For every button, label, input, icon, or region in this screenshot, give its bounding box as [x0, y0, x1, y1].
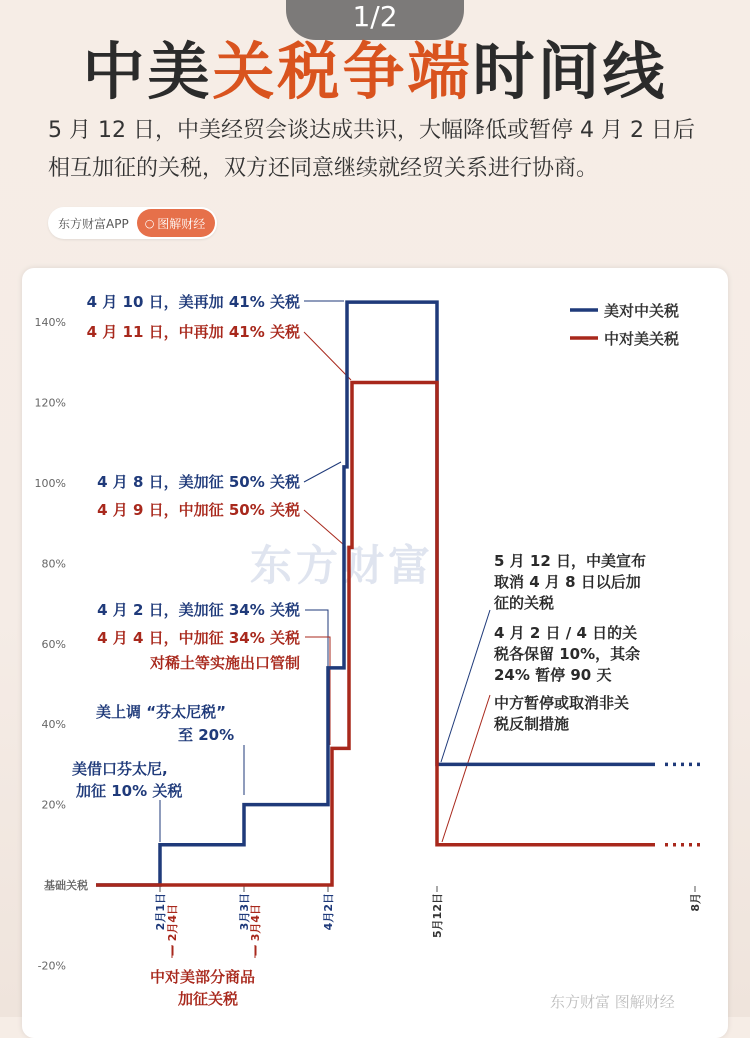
y-tick-label: 40% [41, 718, 66, 732]
badge-tag-label: 图解财经 [157, 216, 206, 231]
annotation-may12-line2: 取消 4 月 8 日以后加 [494, 573, 641, 591]
y-tick-label: 140% [34, 316, 66, 330]
x-tick-label: — 3月4日 [249, 904, 262, 957]
annotation-may12-line5: 税各保留 10%，其余 [494, 645, 641, 663]
annotation-apr4-cn: 4 月 4 日，中加征 34% 关税 [97, 629, 300, 647]
x-tick-label: 2月1日 [154, 893, 167, 931]
annotation-feb-us-line2: 加征 10% 关税 [76, 782, 183, 800]
annotation-apr8-us: 4 月 8 日，美加征 50% 关税 [97, 473, 300, 491]
y-tick-label: 60% [41, 637, 66, 651]
leader-line [304, 510, 344, 545]
annotation-apr4-cn-line2: 对稀土等实施出口管制 [149, 654, 300, 672]
page-indicator: 1/2 [286, 0, 464, 40]
x-tick-label: — 2月4日 [166, 904, 179, 957]
annotation-may12-line7: 中方暂停或取消非关 [494, 694, 630, 712]
annotation-may12-line4: 4 月 2 日 / 4 日的关 [494, 624, 638, 642]
y-tick-label: 20% [41, 798, 66, 812]
annotation-may12-line3: 征的关税 [494, 594, 555, 612]
annotation-may12: 5 月 12 日，中美宣布 [494, 552, 646, 570]
x-tick-label: 5月12日 [431, 893, 444, 938]
leader-line [441, 610, 490, 762]
search-icon: ○ [144, 216, 155, 230]
title-part-2: 关税争端 [212, 35, 473, 108]
annotation-mar-us-line2: 至 20% [178, 726, 235, 744]
annotation-apr11-cn: 4 月 11 日，中再加 41% 关税 [86, 323, 300, 341]
leader-line [304, 332, 351, 380]
y-tick-label: 基础关税 [44, 879, 88, 892]
x-tick-label: 3月3日 [238, 893, 251, 931]
annotation-mar-us: 美上调 “芬太尼税” [96, 703, 226, 721]
legend [570, 302, 679, 348]
badge-app-name: 东方财富APP [58, 216, 129, 231]
legend-label-us: 美对中关税 [604, 302, 680, 320]
annotation-cn-partial: 中对美部分商品 [150, 968, 256, 986]
annotation-may12-line6: 24% 暂停 90 天 [494, 666, 612, 684]
leader-line [305, 610, 328, 668]
leader-line [304, 462, 341, 482]
watermark-text: 东方财富 [250, 541, 435, 590]
y-tick-label: 120% [34, 396, 66, 410]
annotation-apr2-us: 4 月 2 日，美加征 34% 关税 [97, 601, 300, 619]
y-tick-label: 80% [41, 557, 66, 571]
footer-watermark: 东方财富 图解财经 [550, 993, 675, 1011]
y-tick-label: -20% [37, 959, 66, 973]
y-tick-label: 100% [34, 477, 66, 490]
title-part-3: 时间线 [472, 35, 668, 108]
legend-label-cn: 中对美关税 [604, 330, 680, 348]
y-axis [35, 316, 88, 972]
x-tick-label: 8月 [689, 893, 702, 912]
annotation-may12-line8: 税反制措施 [494, 715, 570, 733]
page-subtitle: 5 月 12 日，中美经贸会谈达成共识，大幅降低或暂停 4 月 2 日后相互加征的关税，双方还同意继续就经贸关系进行协商。 [48, 118, 695, 181]
annotation-apr9-cn: 4 月 9 日，中加征 50% 关税 [97, 501, 300, 519]
annotation-cn-partial-line2: 加征关税 [178, 990, 239, 1008]
annotation-apr10-us: 4 月 10 日，美再加 41% 关税 [86, 293, 300, 311]
x-tick-label: 4月2日 [322, 893, 335, 931]
x-axis [154, 886, 702, 956]
annotation-feb-us: 美借口芬太尼, [72, 760, 168, 778]
title-part-1: 中美 [82, 35, 213, 108]
leader-line [442, 695, 490, 842]
